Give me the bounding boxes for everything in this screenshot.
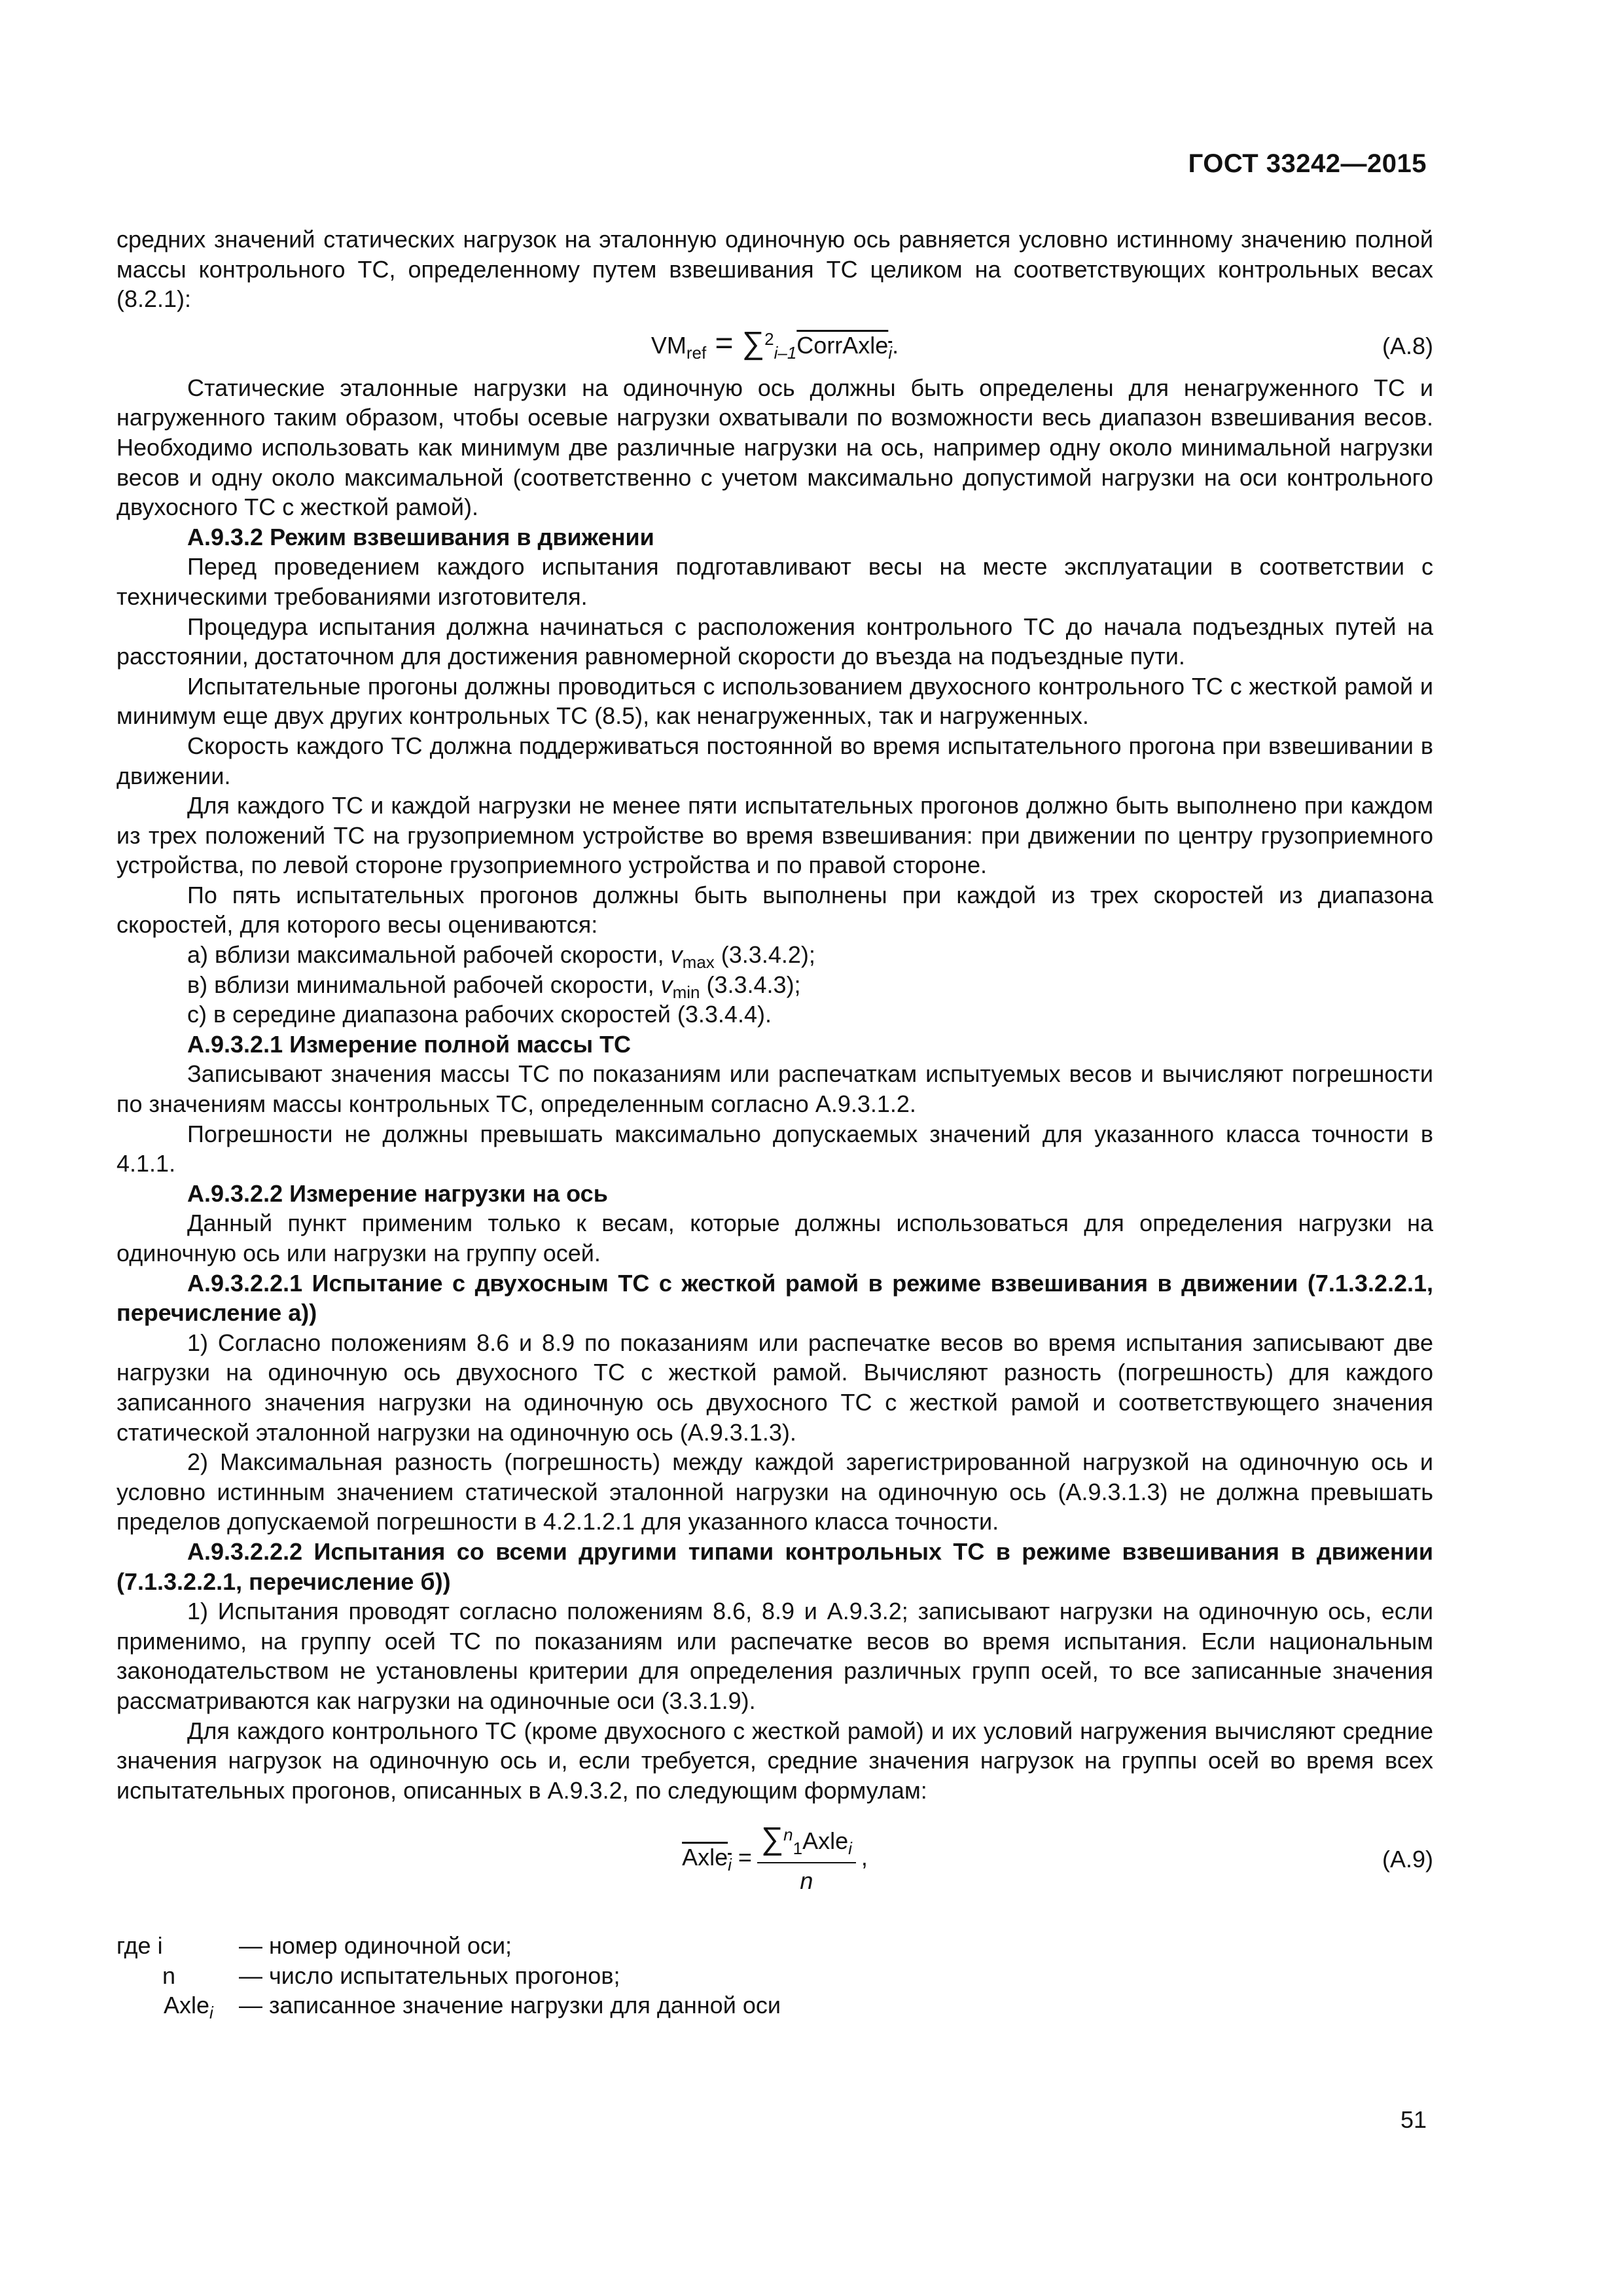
list-item-c: с) в середине диапазона рабочих скоростей (3.3.4.4). (187, 1001, 772, 1028)
paragraph-errors: Погрешности не должны превышать максимально допускаемых значений для указанного класса точности в 4.1.1. (116, 1120, 1433, 1177)
formula-a9-number: (А.9) (1382, 1846, 1433, 1873)
page-body (116, 224, 1433, 2023)
paragraph-two-axle-2: 2) Максимальная разность (погрешность) между каждой зарегистрированной нагрузкой на одиночную ось и условно истинным значением статической эталонной нагрузки на одиночную ось (А.9.3.1.3) не должна превышать пределов допускаемой погрешности в 4.2.1.2.1 для указанного класса точности. (116, 1448, 1433, 1535)
formula-a9 (116, 1805, 1433, 1923)
definitions-list (116, 1931, 1433, 2023)
paragraph-positions: Для каждого ТС и каждой нагрузки не менее пяти испытательных прогонов должно быть выполнено при каждом из трех положений ТС на грузоприемном устройстве во время взвешивания: при движении по центру грузоприемного устройства, по левой стороне грузоприемного устройства и по правой стороне. (116, 792, 1433, 879)
formula-a8-overlined-term: CorrAxle$_i$ (796, 331, 893, 363)
paragraph-speed: Скорость каждого ТС должна поддерживаться постоянной во время испытательного прогона при взвешивании в движении. (116, 732, 1433, 789)
paragraph-intro: средних значений статических нагрузок на эталонную одиночную ось равняется условно истинному значению полной массы контрольного ТС, определенному путем взвешивания ТС целиком на соответствующих контрольных весах (8.2.1): (116, 226, 1433, 313)
paragraph-applicability: Данный пункт применим только к весам, которые должны использоваться для определения нагрузки на одиночную ось или нагрузки на группу осей. (116, 1210, 1433, 1266)
formula-a8 (116, 314, 1433, 373)
list-item-a: а) вблизи максимальной рабочей скорости, $v_{max}$ (3.3.4.2); (187, 941, 815, 973)
paragraph-procedure: Процедура испытания должна начинаться с расположения контрольного ТС до начала подъездных путей на расстоянии, достаточном для достижения равномерной скорости до въезда на подъездные пути. (116, 613, 1433, 670)
paragraph-speeds: По пять испытательных прогонов должны быть выполнены при каждой из трех скоростей из диапазона скоростей, для которого весы оцениваются: (116, 881, 1433, 939)
list-item-b: в) вблизи минимальной рабочей скорости, $v_{min}$ (3.3.4.3); (187, 971, 801, 1002)
paragraph-test-runs: Испытательные прогоны должны проводиться с использованием двухосного контрольного ТС с жесткой рамой и минимум еще двух других контрольных ТС (8.5), как ненагруженных, так и нагруженных. (116, 672, 1433, 730)
page-number: 51 (1400, 2106, 1427, 2133)
definition-row: n — число испытательных прогонов; (162, 1962, 620, 1989)
paragraph-static-loads: Статические эталонные нагрузки на одиночную ось должны быть определены для ненагруженного ТС и нагруженного таким образом, чтобы осевые нагрузки охватывали по возможности весь диапазон взвешивания весов. Необходимо использовать как минимум две различные нагрузки на ось, например одну около минимальной нагрузки весов и одну около максимальной (соответственно с учетом максимально допустимой нагрузки на оси контрольного двухосного ТС с жесткой рамой). (116, 374, 1433, 521)
formula-a9-numerator: ∑$^n_1$Axle$_i$ (757, 1820, 856, 1863)
heading-a932: А.9.3.2 Режим взвешивания в движении (187, 523, 654, 550)
formula-a8-number: (А.8) (1382, 332, 1433, 359)
formula-a9-denominator: n (800, 1867, 813, 1895)
heading-a9321: А.9.3.2.1 Измерение полной массы ТС (187, 1030, 632, 1058)
heading-a93221: А.9.3.2.2.1 Испытание с двухосным ТС с жесткой рамой в режиме взвешивания в движении (7.1.3.2.2.1, перечисление а)) (116, 1269, 1433, 1327)
formula-a9-fraction (757, 1820, 856, 1899)
heading-a93222: А.9.3.2.2.2 Испытания со всеми другими типами контрольных ТС в режиме взвешивания в движении (7.1.3.2.2.1, перечисление б)) (116, 1537, 1433, 1595)
definition-row: где i — номер одиночной оси; (116, 1932, 512, 1960)
formula-a9-lhs: Axle$_i$ (682, 1844, 732, 1875)
formula-a8-expression: $VM_{ref}$ = ∑$^2_{i-1}$CorrAxle$_i$. (651, 325, 899, 363)
paragraph-preparation: Перед проведением каждого испытания подготавливают весы на месте эксплуатации в соответствии с техническими требованиями изготовителя. (116, 553, 1433, 610)
definition-row: Axle$_i$ — записанное значение нагрузки для данной оси (164, 1992, 781, 2023)
paragraph-two-axle-1: 1) Согласно положениям 8.6 и 8.9 по показаниям или распечатке весов во время испытания записывают две нагрузки на одиночную ось двухосного ТС с жесткой рамой. Вычисляют разность (погрешность) для каждого записанного значения нагрузки на одиночную ось двухосного ТС с жесткой рамой и соответствующего значения статической эталонной нагрузки на одиночную ось (А.9.3.1.3). (116, 1329, 1433, 1446)
paragraph-other-types-2: Для каждого контрольного ТС (кроме двухосного с жесткой рамой) и их условий нагружения вычисляют средние значения нагрузок на одиночную ось и, если требуется, средние значения нагрузок на группы осей во время всех испытательных прогонов, описанных в А.9.3.2, по следующим формулам: (116, 1717, 1433, 1804)
document-code-header: ГОСТ 33242—2015 (1188, 149, 1427, 178)
paragraph-record-mass: Записывают значения массы ТС по показаниям или распечаткам испытуемых весов и вычисляют погрешности по значениям массы контрольных ТС, определенным согласно А.9.3.1.2. (116, 1060, 1433, 1118)
heading-a9322: А.9.3.2.2 Измерение нагрузки на ось (187, 1179, 608, 1207)
paragraph-other-types-1: 1) Испытания проводят согласно положениям 8.6, 8.9 и А.9.3.2; записывают нагрузки на одиночную ось, если применимо, на группу осей ТС по показаниям или распечатке весов во время испытания. Если национальным законодательством не установлены критерии для определения различных групп осей, то все записанные значения рассматриваются как нагрузки на одиночные оси (3.3.1.9). (116, 1598, 1433, 1714)
formula-a9-expression: Axle$_i$ = $\frac{\sum^n_1Axle_i}{n}$ , (116, 1820, 1433, 1899)
